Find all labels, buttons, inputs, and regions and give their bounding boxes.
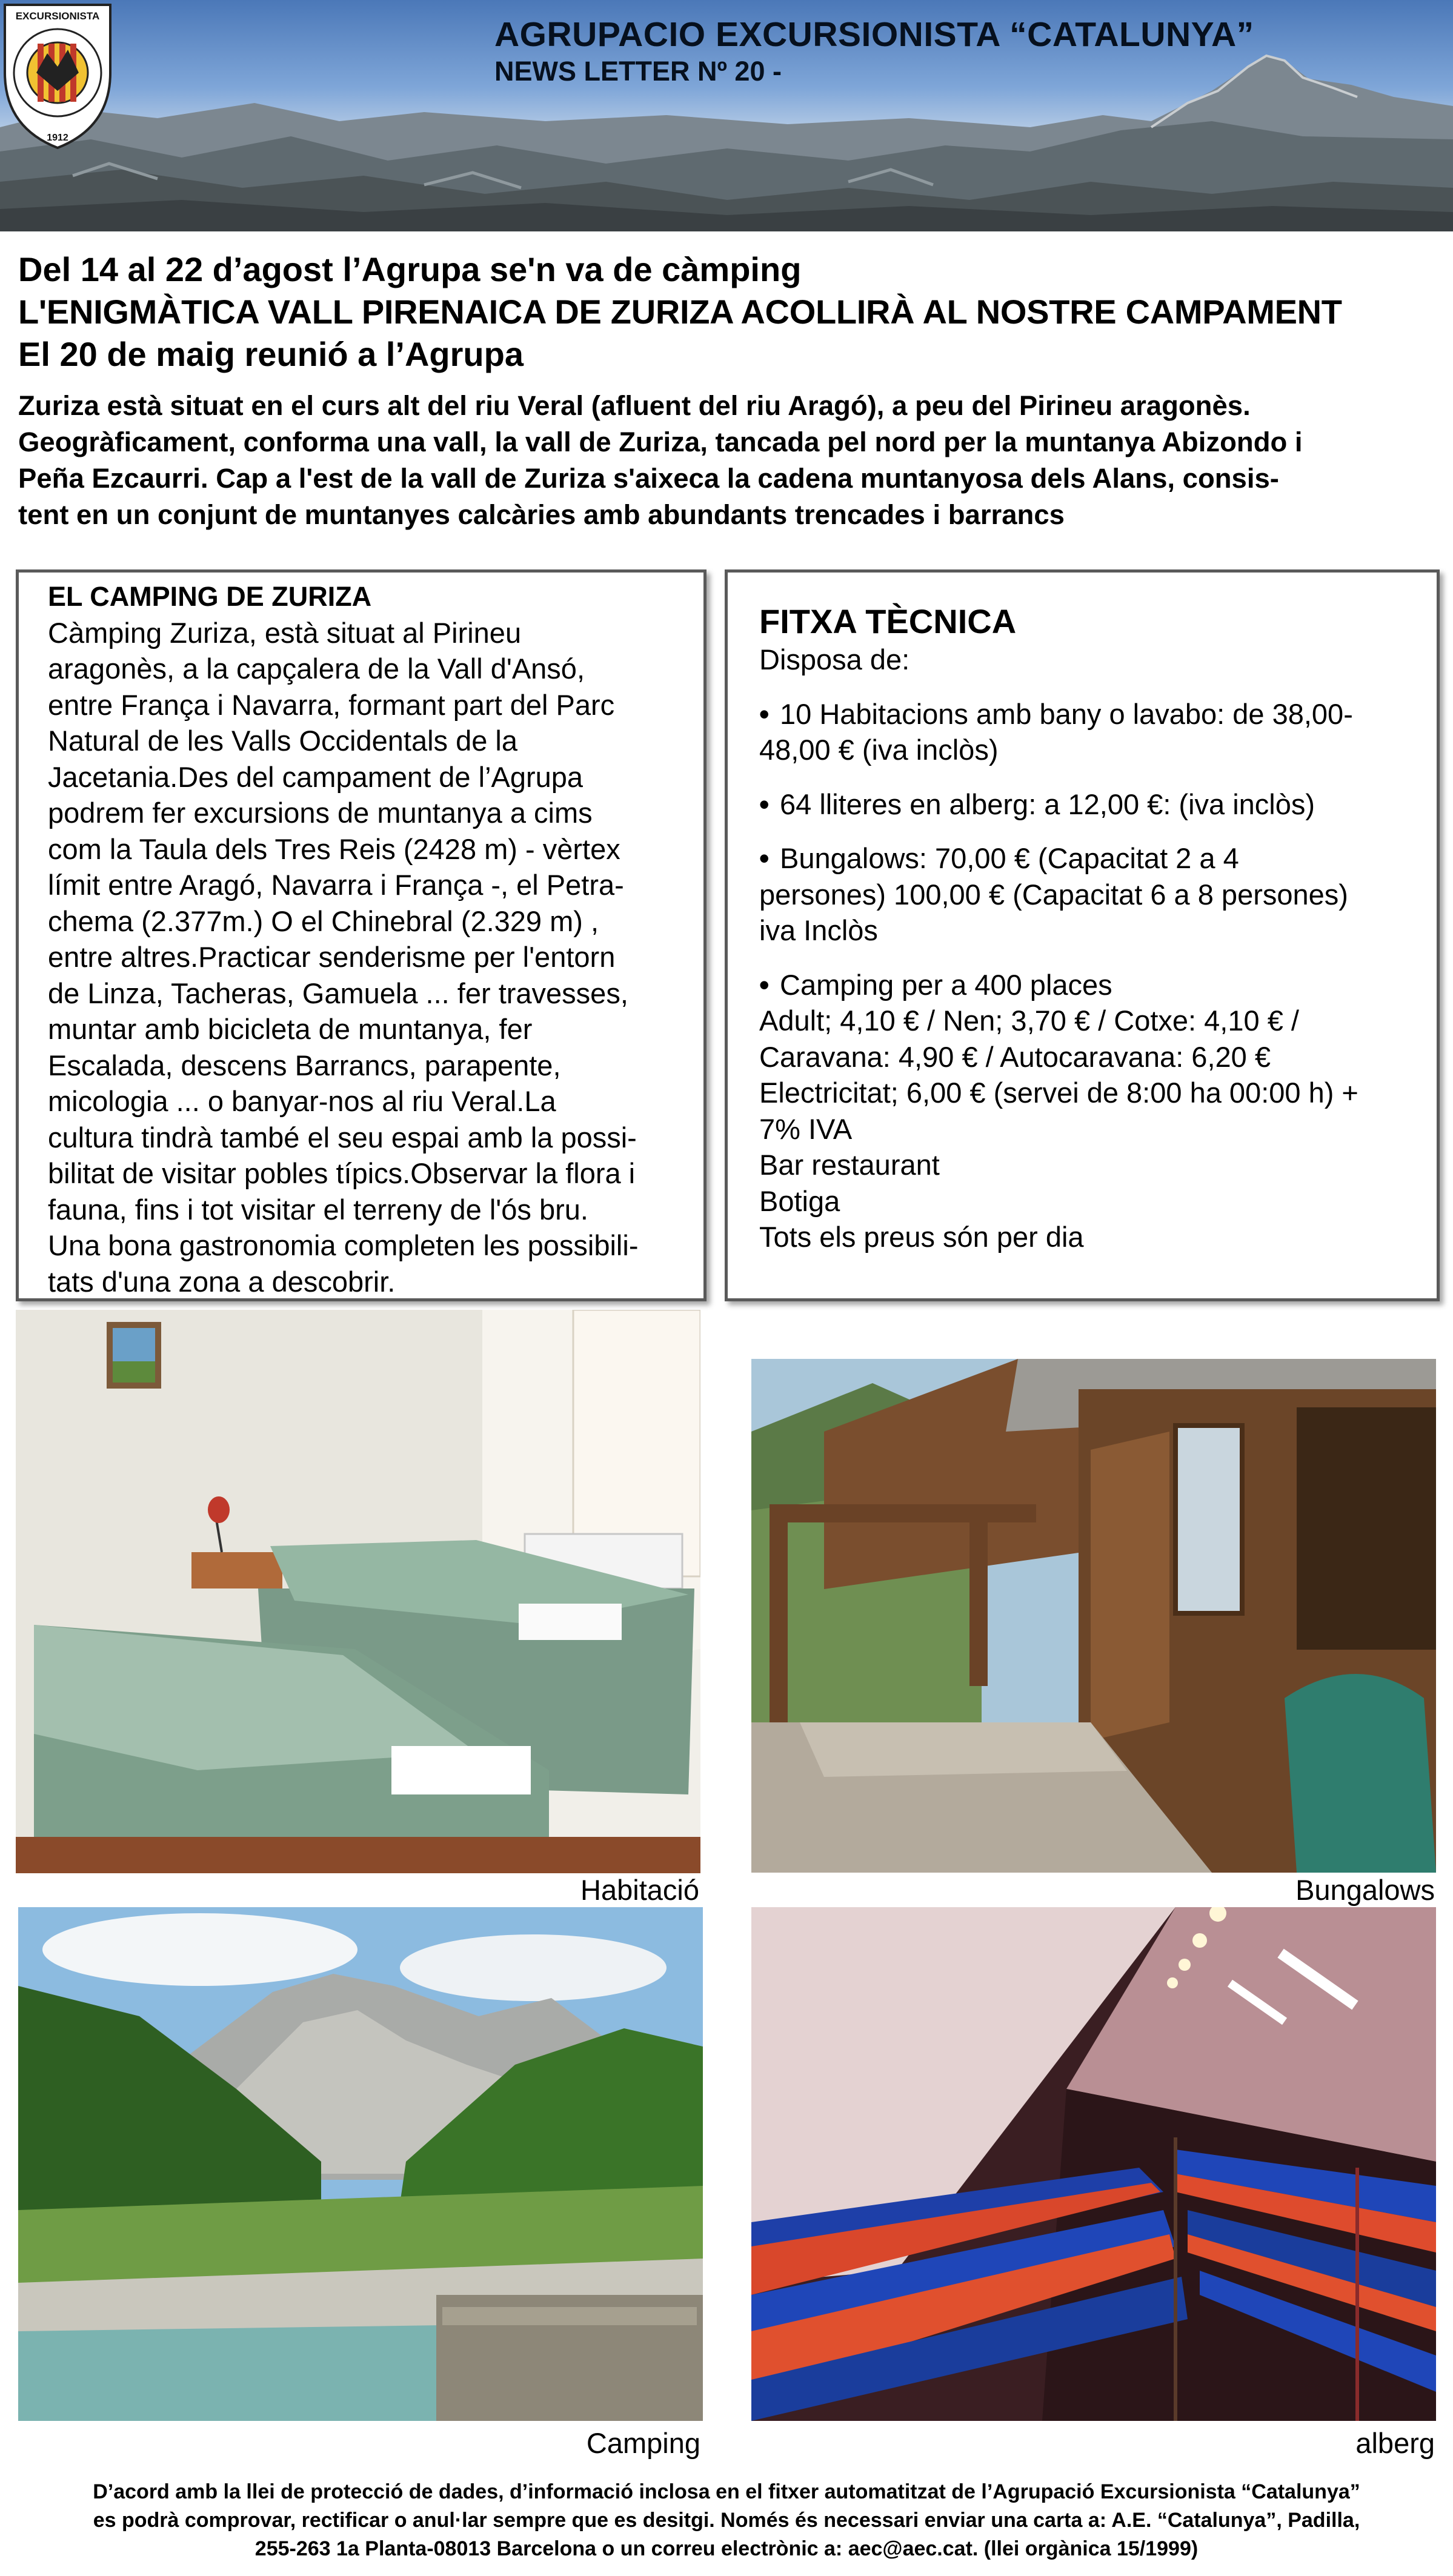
header-banner [0, 0, 1453, 231]
intro-line: tent en un conjunt de muntanyes calcàries amb abundants trencades i barrancs [18, 499, 1065, 530]
club-logo [0, 0, 115, 151]
footer-line: es podrà comprovar, rectificar o anul·lar sempre que es desitgi. Només és necessari enviar una carta a: A.E. “Catalunya”, Padilla, [93, 2509, 1360, 2532]
description-line: fauna, fins i tot visitar el terreny de l'ós bru. [48, 1193, 588, 1226]
description-line: límit entre Aragó, Navarra i França -, el Petra- [48, 869, 624, 901]
caption-camping: Camping [586, 2427, 700, 2459]
item-line: 10 Habitacions amb bany o lavabo: de 38,00- [780, 697, 1353, 730]
item-line: 48,00 € (iva inclòs) [759, 734, 999, 766]
description-line: Escalada, descens Barrancs, parapente, [48, 1049, 561, 1081]
hostel-photo [751, 1907, 1436, 2421]
item-line: Electricitat; 6,00 € (servei de 8:00 ha 00:00 h) + [759, 1077, 1358, 1109]
tech-item-bungalows [759, 840, 1358, 949]
tech-item-rooms [759, 696, 1358, 768]
tech-sheet-intro: Disposa de: [759, 643, 910, 676]
description-line: podrem fer excursions de muntanya a cims [48, 797, 593, 829]
room-photo [16, 1310, 700, 1873]
item-line: Botiga [759, 1184, 840, 1217]
description-line: entre França i Navarra, formant part del Parc [48, 688, 615, 721]
intro-line: Zuriza està situat en el curs alt del riu Veral (afluent del riu Aragó), a peu del Pirineu aragonès. [18, 390, 1251, 421]
caption-hostel: alberg [1355, 2427, 1435, 2459]
description-line: Càmping Zuriza, està situat al Pirineu [48, 616, 522, 649]
bungalows-photo [751, 1359, 1436, 1873]
description-line: Natural de les Valls Occidentals de la [48, 725, 518, 757]
caption-room: Habitació [580, 1874, 699, 1906]
description-line: de Linza, Tacheras, Gamuela ... fer travesses, [48, 977, 628, 1009]
item-line: Camping per a 400 places [780, 968, 1112, 1001]
camping-box-title: EL CAMPING DE ZURIZA [48, 581, 372, 612]
footer-line: 255-263 1a Planta-08013 Barcelona o un correu electrònic a: aec@aec.cat. (llei orgànica 15/1999) [254, 2537, 1199, 2560]
newsletter-number: NEWS LETTER Nº 20 - [494, 56, 782, 87]
logo-top-text: EXCURSIONISTA [15, 10, 100, 22]
bullet-icon: • [759, 842, 770, 874]
description-line: bilitat de visitar pobles típics.Observar la flora i [48, 1157, 636, 1189]
bullet-icon: • [759, 697, 770, 730]
privacy-footer [0, 2478, 1453, 2563]
caption-bungalows: Bungalows [1295, 1874, 1435, 1906]
item-line: Bungalows: 70,00 € (Capacitat 2 a 4 [780, 842, 1239, 874]
item-line: 64 lliteres en alberg: a 12,00 €: (iva inclòs) [780, 788, 1315, 820]
headline-meeting: El 20 de maig reunió a l’Agrupa [18, 335, 524, 373]
item-line: Tots els preus són per dia [759, 1221, 1084, 1253]
footer-line: D’acord amb la llei de protecció de dades, d’informació inclosa en el fitxer automatitzat de l’Agrupació Excursionista “Catalunya” [93, 2480, 1360, 2503]
description-line: micologia ... o banyar-nos al riu Veral.La [48, 1085, 556, 1117]
headline-dates: Del 14 al 22 d’agost l’Agrupa se'n va de càmping [18, 250, 802, 288]
description-line: Jacetania.Des del campament de l’Agrupa [48, 760, 584, 793]
description-line: muntar amb bicicleta de muntanya, fer [48, 1013, 533, 1045]
camping-photo [18, 1907, 703, 2421]
item-line: Adult; 4,10 € / Nen; 3,70 € / Cotxe: 4,10 € / [759, 1004, 1299, 1037]
item-line: persones) 100,00 € (Capacitat 6 a 8 persones) [759, 878, 1348, 911]
item-line: Caravana: 4,90 € / Autocaravana: 6,20 € [759, 1040, 1271, 1073]
description-line: tats d'una zona a descobrir. [48, 1265, 396, 1298]
description-line: aragonès, a la capçalera de la Vall d'Ansó, [48, 652, 585, 685]
bullet-icon: • [759, 968, 770, 1001]
intro-line: Peña Ezcaurri. Cap a l'est de la vall de Zuriza s'aixeca la cadena muntanyosa dels Alans, consis- [18, 463, 1279, 494]
description-line: entre altres.Practicar senderisme per l'entorn [48, 941, 616, 973]
item-line: 7% IVA [759, 1112, 853, 1145]
camping-info-box [16, 569, 707, 1301]
camping-description [48, 615, 638, 1300]
headline-main: L'ENIGMÀTICA VALL PIRENAICA DE ZURIZA ACOLLIRÀ AL NOSTRE CAMPAMENT [18, 293, 1342, 331]
description-line: Una bona gastronomia completen les possibili- [48, 1229, 639, 1261]
item-line: iva Inclòs [759, 914, 878, 946]
description-line: com la Taula dels Tres Reis (2428 m) - vèrtex [48, 832, 620, 865]
tech-sheet-content [759, 602, 1358, 1255]
tech-item-bunks [759, 786, 1358, 823]
description-line: chema (2.377m.) O el Chinebral (2.329 m) , [48, 905, 599, 937]
camping-info-content [48, 579, 638, 1300]
item-line: Bar restaurant [759, 1149, 940, 1181]
tech-sheet-title: FITXA TÈCNICA [759, 602, 1017, 640]
description-line: cultura tindrà també el seu espai amb la possi- [48, 1121, 637, 1154]
tech-sheet-box [725, 569, 1440, 1301]
intro-line: Geogràficament, conforma una vall, la vall de Zuriza, tancada pel nord per la muntanya Abizondo i [18, 427, 1303, 457]
newsletter-title: AGRUPACIO EXCURSIONISTA “CATALUNYA” [494, 15, 1254, 54]
tech-item-camping [759, 967, 1358, 1255]
bullet-icon: • [759, 788, 770, 820]
intro-paragraph [18, 388, 1436, 533]
logo-year: 1912 [47, 133, 68, 143]
